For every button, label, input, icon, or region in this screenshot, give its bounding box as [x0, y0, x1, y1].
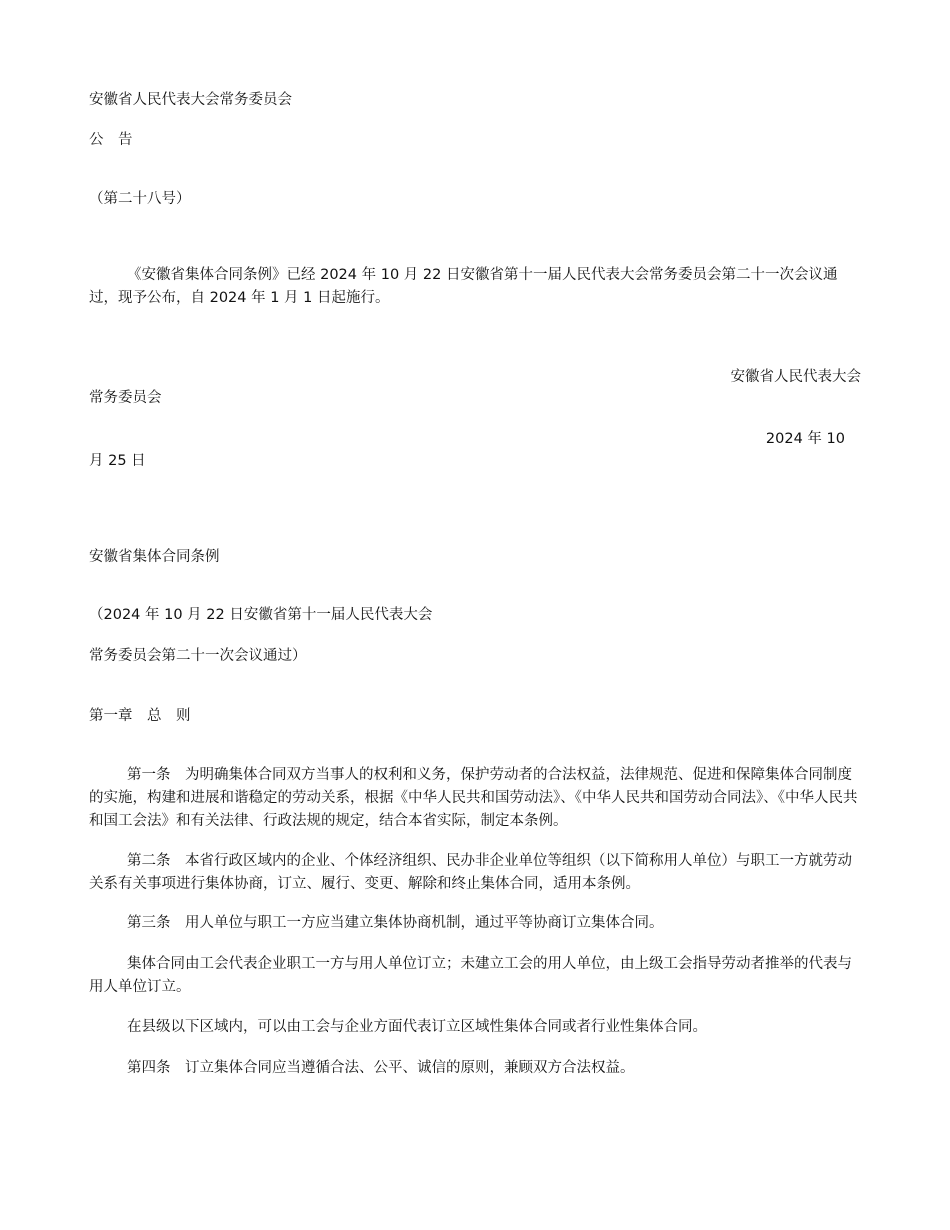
regulation-title: 安徽省集体合同条例: [89, 549, 220, 565]
article-3: 第三条 用人单位与职工一方应当建立集体协商机制，通过平等协商订立集体合同。: [127, 915, 664, 931]
notice-signature-line1: 安徽省人民代表大会: [730, 369, 861, 385]
article-3-paragraph-2: 集体合同由工会代表企业职工一方与用人单位订立；未建立工会的用人单位，由上级工会指导劳动者推举的代表与用人单位订立。: [89, 956, 852, 995]
notice-number: （第二十八号）: [89, 191, 191, 207]
regulation-adoption-line2: 常务委员会第二十一次会议通过）: [89, 648, 307, 664]
notice-date-line2: 月 25 日: [89, 453, 146, 469]
notice-title: 公 告: [89, 132, 133, 148]
notice-date-line1: 2024 年 10: [765, 431, 845, 447]
article-1: 第一条 为明确集体合同双方当事人的权利和义务，保护劳动者的合法权益，法律规范、促进和保障集体合同制度的实施，构建和进展和谐稳定的劳动关系，根据《中华人民共和国劳动法》、《中华人民共和国劳动合同法》、《中华人民共和国工会法》和有关法律、行政法规的规定，结合本省实际，制定本条例。: [89, 767, 858, 829]
article-2: 第二条 本省行政区域内的企业、个体经济组织、民办非企业单位等组织（以下简称用人单位）与职工一方就劳动关系有关事项进行集体协商，订立、履行、变更、解除和终止集体合同，适用本条例。: [89, 853, 852, 892]
article-3-paragraph-3: 在县级以下区域内，可以由工会与企业方面代表订立区域性集体合同或者行业性集体合同。: [127, 1019, 707, 1035]
notice-signature-line2: 常务委员会: [89, 390, 162, 406]
article-4: 第四条 订立集体合同应当遵循合法、公平、诚信的原则，兼顾双方合法权益。: [127, 1060, 635, 1076]
notice-body: 《安徽省集体合同条例》已经 2024 年 10 月 22 日安徽省第十一届人民代表大会常务委员会第二十一次会议通过，现予公布，自 2024 年 1 月 1 日起施行。: [89, 267, 838, 306]
notice-issuer: 安徽省人民代表大会常务委员会: [89, 92, 292, 108]
regulation-adoption-line1: （2024 年 10 月 22 日安徽省第十一届人民代表大会: [89, 607, 433, 623]
chapter-heading: 第一章 总 则: [89, 708, 191, 724]
